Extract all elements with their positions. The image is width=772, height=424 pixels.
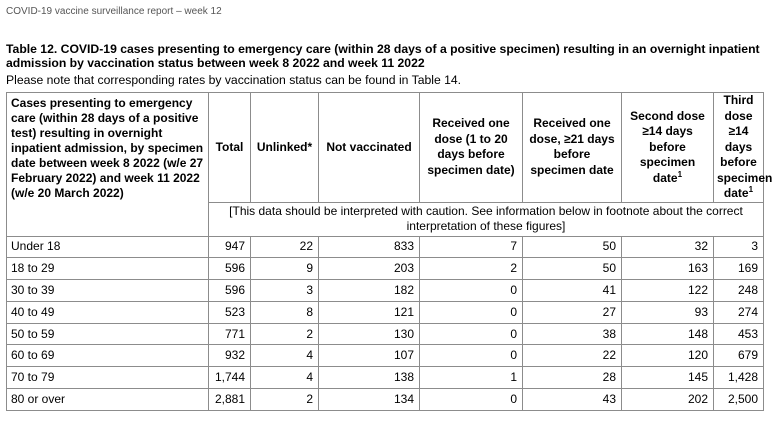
one-dose-recent-cell: 7 — [420, 236, 523, 258]
not-vaccinated-cell: 121 — [319, 301, 420, 323]
column-header-row — [7, 93, 764, 203]
column-header-one-dose-21-days — [523, 93, 622, 203]
column-header-label: Not vaccinated — [326, 139, 412, 154]
total-cell: 932 — [209, 345, 251, 367]
second-dose-cell: 122 — [622, 280, 714, 302]
one-dose-cell: 38 — [523, 323, 622, 345]
third-dose-cell: 3 — [714, 236, 764, 258]
footnote-marker: 1 — [677, 169, 683, 179]
column-header-second-dose — [622, 93, 714, 203]
table-row — [7, 389, 764, 411]
age-group-cell: 50 to 59 — [7, 323, 209, 345]
one-dose-cell: 41 — [523, 280, 622, 302]
unlinked-cell: 9 — [251, 258, 319, 280]
not-vaccinated-cell: 203 — [319, 258, 420, 280]
column-header-third-dose — [714, 93, 772, 203]
third-dose-cell: 679 — [714, 345, 764, 367]
age-group-cell: 18 to 29 — [7, 258, 209, 280]
total-cell: 1,744 — [209, 367, 251, 389]
total-cell: 947 — [209, 236, 251, 258]
second-dose-cell: 32 — [622, 236, 714, 258]
one-dose-recent-cell: 2 — [420, 258, 523, 280]
not-vaccinated-cell: 130 — [319, 323, 420, 345]
age-group-cell: 80 or over — [7, 389, 209, 411]
unlinked-cell: 4 — [251, 345, 319, 367]
total-cell: 596 — [209, 258, 251, 280]
second-dose-cell: 202 — [622, 389, 714, 411]
second-dose-cell: 145 — [622, 367, 714, 389]
one-dose-recent-cell: 0 — [420, 323, 523, 345]
not-vaccinated-cell: 107 — [319, 345, 420, 367]
one-dose-cell: 43 — [523, 389, 622, 411]
table-note: Please note that corresponding rates by vaccination status can be found in Table 14. — [6, 73, 462, 87]
age-group-cell: Under 18 — [7, 236, 209, 258]
unlinked-cell: 2 — [251, 389, 319, 411]
running-header: COVID-19 vaccine surveillance report – week 12 — [6, 6, 222, 17]
age-group-cell: 60 to 69 — [7, 345, 209, 367]
second-dose-cell: 93 — [622, 301, 714, 323]
third-dose-cell: 2,500 — [714, 389, 764, 411]
table-row — [7, 323, 764, 345]
caution-note: [This data should be interpreted with caution. See information below in footnote about the correct interpretation of these figures] — [209, 202, 764, 236]
column-header-unlinked — [251, 93, 319, 203]
unlinked-cell: 3 — [251, 280, 319, 302]
column-header-label: Third dose ≥14 days before specimen date — [717, 93, 772, 200]
not-vaccinated-cell: 833 — [319, 236, 420, 258]
total-cell: 2,881 — [209, 389, 251, 411]
third-dose-cell: 248 — [714, 280, 764, 302]
one-dose-recent-cell: 0 — [420, 280, 523, 302]
second-dose-cell: 163 — [622, 258, 714, 280]
second-dose-cell: 148 — [622, 323, 714, 345]
column-header-label: Received one dose, ≥21 days before specimen date — [529, 116, 615, 177]
age-group-cell: 40 to 49 — [7, 301, 209, 323]
total-cell: 771 — [209, 323, 251, 345]
one-dose-cell: 27 — [523, 301, 622, 323]
column-header-label: Total — [215, 139, 244, 154]
unlinked-cell: 4 — [251, 367, 319, 389]
total-cell: 523 — [209, 301, 251, 323]
one-dose-cell: 50 — [523, 258, 622, 280]
age-group-cell: 30 to 39 — [7, 280, 209, 302]
one-dose-recent-cell: 0 — [420, 301, 523, 323]
second-dose-cell: 120 — [622, 345, 714, 367]
third-dose-cell: 274 — [714, 301, 764, 323]
one-dose-cell: 28 — [523, 367, 622, 389]
column-header-label: Received one dose (1 to 20 days before specimen date) — [427, 116, 515, 177]
vaccination-status-table — [6, 92, 772, 411]
total-cell: 596 — [209, 280, 251, 302]
table-row — [7, 367, 764, 389]
one-dose-cell: 50 — [523, 236, 622, 258]
column-header-total — [209, 93, 251, 203]
table-row — [7, 258, 764, 280]
third-dose-cell: 1,428 — [714, 367, 764, 389]
third-dose-cell: 169 — [714, 258, 764, 280]
footnote-marker: 1 — [748, 185, 754, 194]
table-row — [7, 345, 764, 367]
table-row — [7, 301, 764, 323]
column-header-not-vaccinated — [319, 93, 420, 203]
one-dose-cell: 22 — [523, 345, 622, 367]
third-dose-cell: 453 — [714, 323, 764, 345]
table-title: Table 12. COVID-19 cases presenting to emergency care (within 28 days of a positive specimen) resulting in an overnight inpatient admission by vaccination status between week 8 2022 and week 11 2022 — [6, 42, 760, 70]
one-dose-recent-cell: 1 — [420, 367, 523, 389]
column-header-label: Second dose ≥14 days before specimen date — [630, 108, 705, 185]
row-header-cell: Cases presenting to emergency care (within 28 days of a positive test) resulting in overnight inpatient admission, by specimen date between week 8 2022 (w/e 27 February 2022) and week 11 2022 (w/e 20 March 2022) — [7, 93, 209, 237]
one-dose-recent-cell: 0 — [420, 345, 523, 367]
unlinked-cell: 2 — [251, 323, 319, 345]
unlinked-cell: 8 — [251, 301, 319, 323]
column-header-label: Unlinked* — [256, 139, 313, 154]
not-vaccinated-cell: 182 — [319, 280, 420, 302]
one-dose-recent-cell: 0 — [420, 389, 523, 411]
table-row — [7, 280, 764, 302]
unlinked-cell: 22 — [251, 236, 319, 258]
column-header-one-dose-1-20-days — [420, 93, 523, 203]
not-vaccinated-cell: 134 — [319, 389, 420, 411]
not-vaccinated-cell: 138 — [319, 367, 420, 389]
age-group-cell: 70 to 79 — [7, 367, 209, 389]
table-body — [7, 236, 764, 410]
table-row — [7, 236, 764, 258]
